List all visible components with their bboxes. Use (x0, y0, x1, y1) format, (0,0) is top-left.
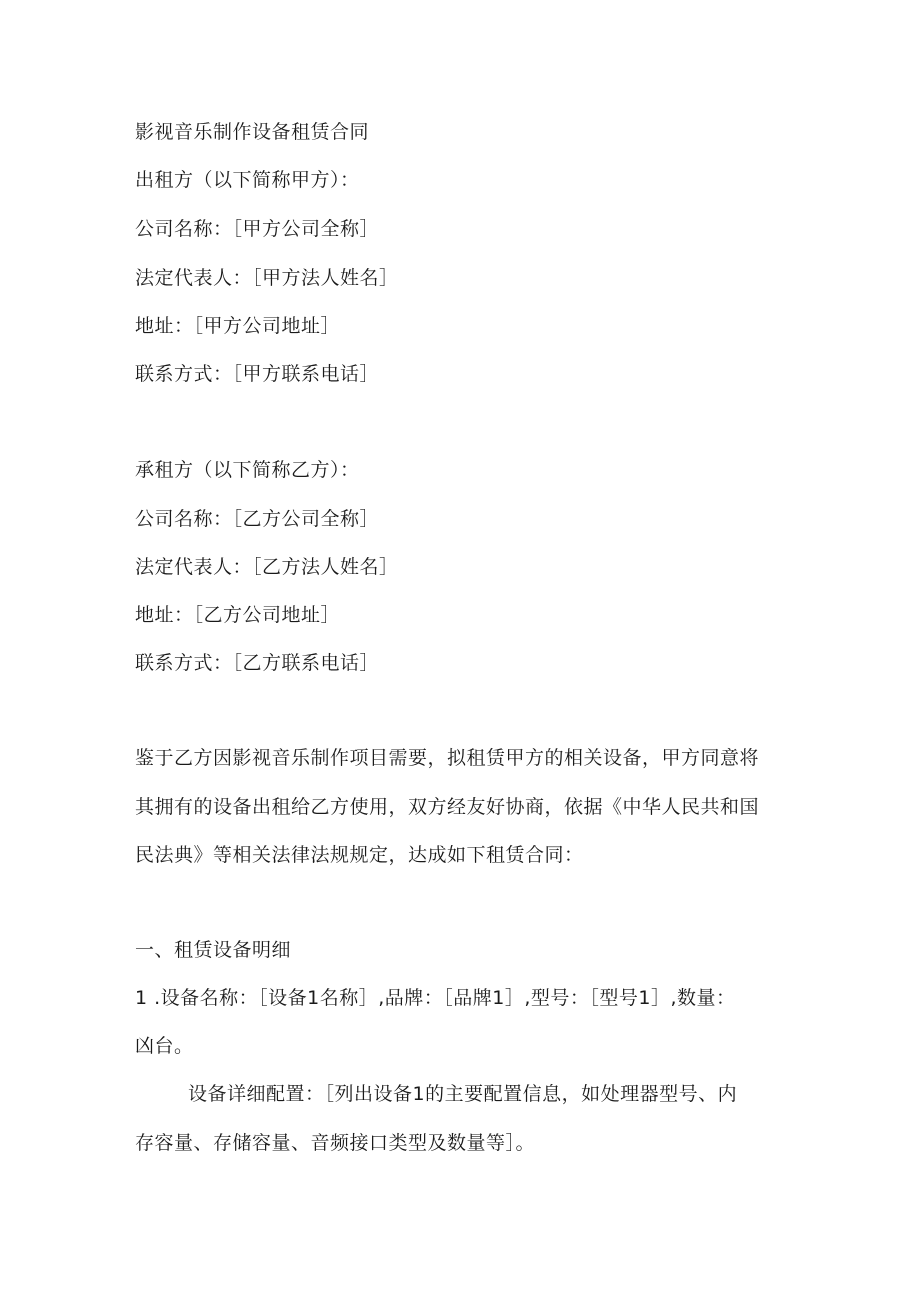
lessor-company: 公司名称：［甲方公司全称］ (135, 218, 380, 240)
lessee-contact: 联系方式：［乙方联系电话］ (135, 652, 380, 674)
document-title: 影视音乐制作设备租赁合同 (135, 121, 370, 143)
lessee-representative: 法定代表人：［乙方法人姓名］ (135, 556, 399, 578)
lessee-address: 地址：［乙方公司地址］ (135, 604, 341, 626)
lessee-company: 公司名称：［乙方公司全称］ (135, 508, 380, 530)
preamble-line: 鉴于乙方因影视音乐制作项目需要，拟租赁甲方的相关设备，甲方同意将 (135, 747, 760, 769)
equipment-item-continued: 凶台。 (135, 1035, 194, 1057)
lessor-contact: 联系方式：［甲方联系电话］ (135, 363, 380, 385)
lessor-representative: 法定代表人：［甲方法人姓名］ (135, 267, 399, 289)
equipment-config: 设备详细配置：［列出设备1的主要配置信息，如处理器型号、内 (188, 1083, 738, 1105)
equipment-item: 1 .设备名称：［设备1名称］,品牌：［品牌1］,型号：［型号1］,数量： (135, 987, 736, 1009)
lessee-heading: 承租方（以下简称乙方）： (135, 459, 360, 481)
preamble-line: 其拥有的设备出租给乙方使用，双方经友好协商，依据《中华人民共和国 (135, 796, 760, 818)
lessor-address: 地址：［甲方公司地址］ (135, 315, 341, 337)
lessor-heading: 出租方（以下简称甲方）： (135, 169, 360, 191)
preamble-line: 民法典》等相关法律法规规定，达成如下租赁合同： (135, 844, 584, 866)
equipment-config-continued: 存容量、存储容量、音频接口类型及数量等］。 (135, 1132, 536, 1154)
section-heading: 一、租赁设备明细 (135, 939, 292, 961)
